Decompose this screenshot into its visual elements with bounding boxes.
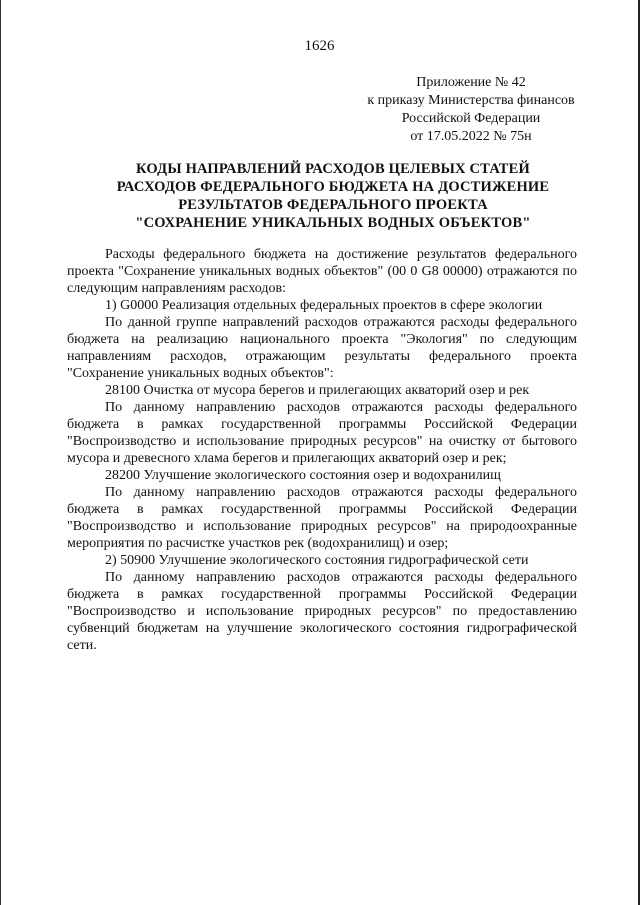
page-number: 1626	[304, 38, 335, 54]
title-line-3: РЕЗУЛЬТАТОВ ФЕДЕРАЛЬНОГО ПРОЕКТА	[178, 197, 488, 213]
section-2-text: По данному направлению расходов отражаются расходы федерального бюджета в рамках государственной программы Российской Федерации "Воспроизводство и использование природных ресурсов" по предоставлению субвенций бюджетам на улучшение экологического состояния гидрографической сети.	[67, 570, 577, 653]
appendix-number: Приложение № 42	[416, 75, 526, 90]
order-reference: к приказу Министерства финансов	[367, 93, 575, 108]
section-2-heading: 2) 50900 Улучшение экологического состояния гидрографической сети	[105, 553, 529, 568]
code-28200-heading: 28200 Улучшение экологического состояния озер и водохранилищ	[105, 468, 501, 483]
document-title	[101, 160, 565, 232]
title-line-1: КОДЫ НАПРАВЛЕНИЙ РАСХОДОВ ЦЕЛЕВЫХ СТАТЕЙ	[136, 161, 530, 177]
section-1-text: По данной группе направлений расходов отражаются расходы федерального бюджета на реализацию национального проекта "Экология" по следующим направлениям расходов, отражающим результаты федерального проекта "Сохранение уникальных водных объектов":	[67, 315, 577, 381]
order-date: от 17.05.2022 № 75н	[410, 129, 532, 144]
code-28100-heading: 28100 Очистка от мусора берегов и прилегающих акваторий озер и рек	[105, 383, 530, 398]
title-line-4: "СОХРАНЕНИЕ УНИКАЛЬНЫХ ВОДНЫХ ОБЪЕКТОВ"	[135, 215, 531, 231]
code-28100-text: По данному направлению расходов отражаются расходы федерального бюджета в рамках государственной программы Российской Федерации "Воспроизводство и использование природных ресурсов" на очистку от бытового мусора и древесного хлама берегов и прилегающих акваторий озер и рек;	[67, 400, 577, 466]
section-1-heading: 1) G0000 Реализация отдельных федеральных проектов в сфере экологии	[105, 298, 543, 313]
title-line-2: РАСХОДОВ ФЕДЕРАЛЬНОГО БЮДЖЕТА НА ДОСТИЖЕНИЕ	[116, 179, 550, 195]
ministry-name: Российской Федерации	[401, 111, 541, 126]
document-body	[67, 246, 577, 654]
code-28200-text: По данному направлению расходов отражаются расходы федерального бюджета в рамках государственной программы Российской Федерации "Воспроизводство и использование природных ресурсов" на природоохранные мероприятия по расчистке участков рек (водохранилищ) и озер;	[67, 485, 577, 551]
intro-paragraph: Расходы федерального бюджета на достижение результатов федерального проекта "Сохранение уникальных водных объектов" (00 0 G8 00000) отражаются по следующим направлениям расходов:	[67, 247, 577, 296]
approval-block	[351, 74, 591, 146]
